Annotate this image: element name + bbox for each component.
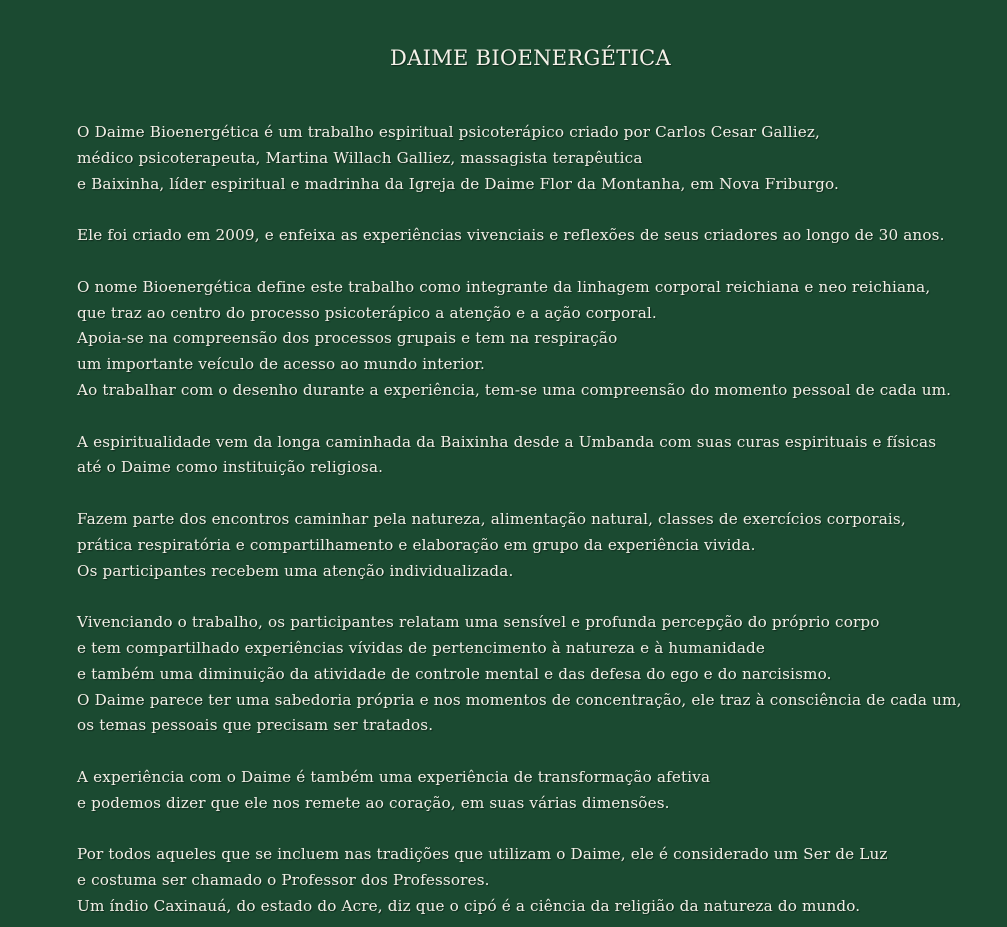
paragraph bbox=[77, 765, 1002, 817]
page-title: DAIME BIOENERGÉTICA bbox=[390, 46, 671, 70]
text-line: Apoia-se na compreensão dos processos grupais e tem na respiração bbox=[77, 329, 618, 348]
paragraph bbox=[77, 610, 1002, 739]
article-body bbox=[77, 120, 1002, 927]
paragraph bbox=[77, 430, 1002, 482]
text-line: Ele foi criado em 2009, e enfeixa as experiências vivenciais e reflexões de seus criadores ao longo de 30 anos. bbox=[77, 226, 945, 245]
text-line: e costuma ser chamado o Professor dos Professores. bbox=[77, 871, 490, 890]
text-line: A experiência com o Daime é também uma experiência de transformação afetiva bbox=[77, 767, 711, 786]
text-line: A espiritualidade vem da longa caminhada da Baixinha desde a Umbanda com suas curas espirituais e físicas bbox=[77, 432, 937, 451]
text-line: e Baixinha, líder espiritual e madrinha da Igreja de Daime Flor da Montanha, em Nova Friburgo. bbox=[77, 174, 839, 193]
paragraph bbox=[77, 120, 1002, 197]
text-line: e também uma diminuição da atividade de controle mental e das defesa do ego e do narcisismo. bbox=[77, 664, 832, 683]
text-line: O nome Bioenergética define este trabalho como integrante da linhagem corporal reichiana e neo reichiana, bbox=[77, 277, 931, 296]
text-line: Fazem parte dos encontros caminhar pela natureza, alimentação natural, classes de exercícios corporais, bbox=[77, 509, 906, 528]
text-line: os temas pessoais que precisam ser tratados. bbox=[77, 716, 434, 735]
text-line: Ao trabalhar com o desenho durante a experiência, tem-se uma compreensão do momento pessoal de cada um. bbox=[77, 380, 952, 399]
text-line: e tem compartilhado experiências vívidas de pertencimento à natureza e à humanidade bbox=[77, 638, 766, 657]
text-line: um importante veículo de acesso ao mundo interior. bbox=[77, 355, 486, 374]
paragraph bbox=[77, 223, 1002, 249]
text-line: e podemos dizer que ele nos remete ao coração, em suas várias dimensões. bbox=[77, 793, 670, 812]
text-line: Por todos aqueles que se incluem nas tradições que utilizam o Daime, ele é considerado um Ser de Luz bbox=[77, 845, 888, 864]
text-line: até o Daime como instituição religiosa. bbox=[77, 458, 384, 477]
text-line: Os participantes recebem uma atenção individualizada. bbox=[77, 561, 514, 580]
text-line: prática respiratória e compartilhamento e elaboração em grupo da experiência vivida. bbox=[77, 535, 756, 554]
text-line: Um índio Caxinauá, do estado do Acre, diz que o cipó é a ciência da religião da natureza do mundo. bbox=[77, 896, 861, 915]
paragraph bbox=[77, 507, 1002, 584]
text-line: Vivenciando o trabalho, os participantes relatam uma sensível e profunda percepção do próprio corpo bbox=[77, 613, 880, 632]
paragraph bbox=[77, 842, 1002, 919]
text-line: O Daime parece ter uma sabedoria própria e nos momentos de concentração, ele traz à consciência de cada um, bbox=[77, 690, 962, 709]
text-line: O Daime Bioenergética é um trabalho espiritual psicoterápico criado por Carlos Cesar Galliez, bbox=[77, 123, 820, 141]
text-line: médico psicoterapeuta, Martina Willach Galliez, massagista terapêutica bbox=[77, 148, 643, 167]
text-line: que traz ao centro do processo psicoterápico a atenção e a ação corporal. bbox=[77, 303, 657, 322]
paragraph bbox=[77, 275, 1002, 404]
